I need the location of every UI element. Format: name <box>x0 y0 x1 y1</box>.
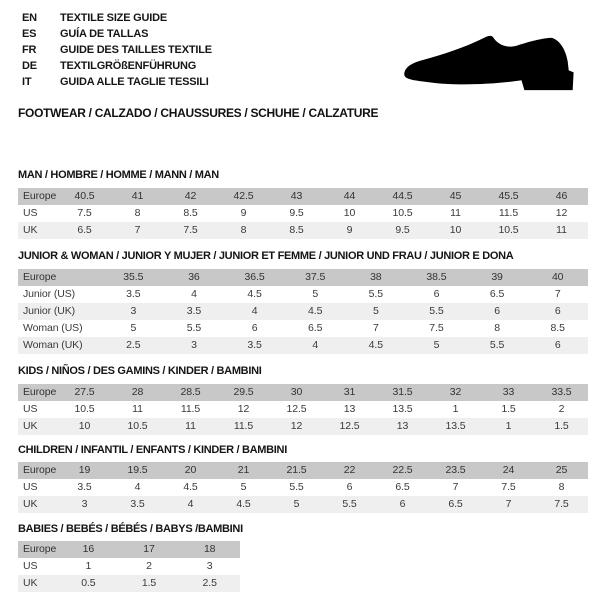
size-cell: 6 <box>554 339 561 351</box>
size-cell: 1 <box>85 560 92 572</box>
size-cell: 0.5 <box>81 577 96 589</box>
size-table-children <box>18 462 588 513</box>
table-row <box>18 479 588 496</box>
size-cell: 30 <box>290 386 303 398</box>
table-row <box>18 222 588 239</box>
size-table-kids <box>18 384 588 435</box>
size-cell: 3 <box>191 339 197 351</box>
size-cell: 5.5 <box>289 481 304 493</box>
table-row <box>18 541 240 558</box>
size-cell: 7.5 <box>501 481 516 493</box>
size-cell: 27.5 <box>74 386 95 398</box>
size-cell: 32 <box>449 386 462 398</box>
size-cell: 1.5 <box>554 420 569 432</box>
size-cell: 8 <box>134 207 141 219</box>
size-table-man <box>18 188 588 239</box>
row-label: Europe <box>23 271 57 283</box>
size-cell: 7 <box>505 498 512 510</box>
size-cell: 10.5 <box>392 207 413 219</box>
size-cell: 38 <box>370 271 382 283</box>
size-cell: 1 <box>452 403 459 415</box>
row-label: Woman (UK) <box>23 339 83 351</box>
size-cell: 3 <box>81 498 88 510</box>
size-cell: 4.5 <box>236 498 251 510</box>
size-cell: 10 <box>449 224 462 236</box>
table-row <box>18 286 588 303</box>
row-label: Europe <box>23 464 57 476</box>
section-title-man: MAN / HOMBRE / HOMME / MANN / MAN <box>18 169 219 181</box>
table-row <box>18 384 588 401</box>
size-cell: 7.5 <box>554 498 569 510</box>
size-cell: 6 <box>554 305 561 317</box>
size-cell: 37.5 <box>305 271 326 283</box>
size-cell: 6.5 <box>448 498 463 510</box>
size-cell: 6 <box>346 481 353 493</box>
language-title: TEXTILGRÖßENFÜHRUNG <box>60 60 197 72</box>
language-row-fr <box>22 42 212 58</box>
size-cell: 5 <box>130 322 137 334</box>
row-label: Junior (UK) <box>23 305 75 317</box>
table-row <box>18 303 588 320</box>
size-cell: 5.5 <box>489 339 505 351</box>
size-cell: 42 <box>184 190 197 202</box>
row-label: US <box>23 207 38 219</box>
row-label: UK <box>23 420 38 432</box>
size-cell: 10.5 <box>127 420 148 432</box>
row-label: UK <box>23 224 38 236</box>
size-cell: 9.5 <box>395 224 410 236</box>
size-cell: 23.5 <box>445 464 466 476</box>
size-cell: 22 <box>343 464 356 476</box>
size-cell: 9.5 <box>289 207 304 219</box>
size-cell: 44 <box>343 190 356 202</box>
size-cell: 20 <box>184 464 197 476</box>
section-title-babies: BABIES / BEBÉS / BÉBÉS / BABYS /BAMBINI <box>18 523 243 535</box>
table-row <box>18 462 588 479</box>
size-cell: 13 <box>396 420 409 432</box>
language-title: TEXTILE SIZE GUIDE <box>60 12 168 24</box>
language-code: FR <box>22 44 37 56</box>
section-title-children: CHILDREN / INFANTIL / ENFANTS / KINDER / BAMBINI <box>18 444 287 456</box>
size-cell: 13 <box>343 403 356 415</box>
row-label: US <box>23 481 38 493</box>
size-cell: 4 <box>251 305 258 317</box>
table-row <box>18 269 588 286</box>
size-cell: 6 <box>494 305 500 317</box>
size-cell: 40.5 <box>74 190 95 202</box>
language-code: IT <box>22 76 32 88</box>
size-cell: 17 <box>143 543 155 555</box>
size-cell: 40 <box>551 271 564 283</box>
size-cell: 5.5 <box>342 498 357 510</box>
language-row-it <box>22 74 212 90</box>
size-cell: 12 <box>290 420 303 432</box>
size-cell: 4.5 <box>183 481 198 493</box>
size-cell: 12.5 <box>286 403 307 415</box>
size-cell: 36.5 <box>244 271 265 283</box>
size-cell: 5.5 <box>429 305 444 317</box>
section-title-junior-woman: JUNIOR & WOMAN / JUNIOR Y MUJER / JUNIOR ET FEMME / JUNIOR UND FRAU / JUNIOR E DONA <box>18 250 514 262</box>
size-cell: 12.5 <box>339 420 360 432</box>
size-cell: 38.5 <box>426 271 447 283</box>
size-cell: 8.5 <box>550 322 565 334</box>
size-cell: 31.5 <box>392 386 413 398</box>
size-cell: 7.5 <box>429 322 444 334</box>
size-cell: 5 <box>293 498 300 510</box>
size-cell: 6 <box>251 322 258 334</box>
size-cell: 5 <box>312 288 319 300</box>
size-cell: 24 <box>502 464 515 476</box>
size-cell: 43 <box>290 190 303 202</box>
size-cell: 5.5 <box>368 288 383 300</box>
language-row-de <box>22 58 212 74</box>
size-cell: 3.5 <box>186 305 202 317</box>
size-cell: 6.5 <box>395 481 410 493</box>
size-cell: 11 <box>556 224 567 236</box>
size-cell: 10 <box>343 207 356 219</box>
row-label: Junior (US) <box>23 288 75 300</box>
size-cell: 3 <box>130 305 137 317</box>
table-row <box>18 337 588 354</box>
size-cell: 13.5 <box>392 403 413 415</box>
size-cell: 11 <box>185 420 196 432</box>
size-cell: 6 <box>399 498 406 510</box>
size-cell: 35.5 <box>123 271 144 283</box>
table-row <box>18 320 588 337</box>
category-heading: FOOTWEAR / CALZADO / CHAUSSURES / SCHUHE / CALZATURE <box>18 106 379 120</box>
row-label: UK <box>23 498 38 510</box>
size-cell: 42.5 <box>233 190 254 202</box>
size-cell: 3.5 <box>77 481 92 493</box>
size-cell: 4.5 <box>368 339 383 351</box>
size-cell: 12 <box>237 403 250 415</box>
language-code: EN <box>22 12 37 24</box>
size-cell: 7.5 <box>183 224 198 236</box>
size-cell: 10.5 <box>498 224 519 236</box>
size-cell: 5 <box>240 481 247 493</box>
size-cell: 19 <box>78 464 91 476</box>
size-cell: 2 <box>558 403 565 415</box>
size-cell: 22.5 <box>392 464 413 476</box>
size-cell: 5 <box>372 305 379 317</box>
row-label: US <box>23 560 38 572</box>
row-label: US <box>23 403 38 415</box>
language-title: GUIDE DES TAILLES TEXTILE <box>60 44 212 56</box>
size-cell: 44.5 <box>392 190 413 202</box>
size-cell: 11.5 <box>180 403 201 415</box>
size-cell: 5.5 <box>186 322 202 334</box>
size-cell: 5 <box>433 339 440 351</box>
table-row <box>18 418 588 435</box>
row-label: Europe <box>23 190 57 202</box>
size-cell: 4 <box>191 288 197 300</box>
size-cell: 8 <box>240 224 247 236</box>
size-cell: 4 <box>134 481 141 493</box>
language-list <box>22 10 212 90</box>
row-label: UK <box>23 577 38 589</box>
size-cell: 4 <box>187 498 194 510</box>
size-cell: 8 <box>558 481 565 493</box>
size-cell: 25 <box>555 464 568 476</box>
size-cell: 13.5 <box>445 420 466 432</box>
size-cell: 28.5 <box>180 386 201 398</box>
size-cell: 33 <box>502 386 515 398</box>
size-cell: 45 <box>449 190 462 202</box>
table-row <box>18 188 588 205</box>
section-title-kids: KIDS / NIÑOS / DES GAMINS / KINDER / BAMBINI <box>18 365 262 377</box>
size-cell: 6.5 <box>489 288 505 300</box>
size-cell: 3.5 <box>130 498 145 510</box>
language-code: DE <box>22 60 37 72</box>
size-cell: 11.5 <box>498 207 519 219</box>
size-cell: 19.5 <box>127 464 148 476</box>
size-cell: 10.5 <box>74 403 95 415</box>
size-cell: 11.5 <box>233 420 254 432</box>
size-cell: 7 <box>452 481 459 493</box>
row-label: Europe <box>23 543 57 555</box>
size-cell: 4.5 <box>308 305 323 317</box>
size-cell: 11 <box>450 207 461 219</box>
size-cell: 6 <box>433 288 440 300</box>
size-cell: 3 <box>206 560 213 572</box>
size-cell: 28 <box>131 386 144 398</box>
table-row <box>18 558 240 575</box>
size-cell: 1.5 <box>501 403 516 415</box>
size-cell: 2.5 <box>126 339 141 351</box>
language-row-en <box>22 10 212 26</box>
size-cell: 46 <box>555 190 568 202</box>
size-cell: 3.5 <box>126 288 141 300</box>
size-cell: 1.5 <box>141 577 157 589</box>
size-cell: 8.5 <box>289 224 304 236</box>
size-cell: 41 <box>131 190 144 202</box>
size-cell: 12 <box>555 207 568 219</box>
size-cell: 33.5 <box>551 386 572 398</box>
dress-shoe-icon <box>396 31 576 95</box>
size-cell: 7 <box>134 224 141 236</box>
size-cell: 7 <box>554 288 561 300</box>
size-table-babies <box>18 541 240 592</box>
size-cell: 7.5 <box>77 207 92 219</box>
size-cell: 16 <box>82 543 95 555</box>
table-row <box>18 205 588 222</box>
row-label: Woman (US) <box>23 322 83 334</box>
row-label: Europe <box>23 386 57 398</box>
size-cell: 7 <box>372 322 379 334</box>
size-cell: 21.5 <box>286 464 307 476</box>
size-cell: 10 <box>78 420 91 432</box>
size-cell: 9 <box>240 207 247 219</box>
size-cell: 8.5 <box>183 207 198 219</box>
size-cell: 2.5 <box>202 577 217 589</box>
size-cell: 11 <box>132 403 143 415</box>
size-cell: 18 <box>203 543 216 555</box>
language-code: ES <box>22 28 37 40</box>
size-cell: 9 <box>346 224 353 236</box>
size-cell: 6.5 <box>77 224 92 236</box>
size-cell: 8 <box>494 322 500 334</box>
size-cell: 21 <box>237 464 250 476</box>
language-title: GUIDA ALLE TAGLIE TESSILI <box>60 76 209 88</box>
size-cell: 39 <box>491 271 503 283</box>
table-row <box>18 496 588 513</box>
table-row <box>18 401 588 418</box>
size-cell: 4 <box>312 339 319 351</box>
table-row <box>18 575 240 592</box>
size-cell: 2 <box>146 560 152 572</box>
size-cell: 1 <box>505 420 512 432</box>
language-row-es <box>22 26 212 42</box>
size-cell: 6.5 <box>308 322 323 334</box>
size-table-junior-woman <box>18 269 588 354</box>
size-cell: 31 <box>343 386 356 398</box>
size-cell: 45.5 <box>498 190 519 202</box>
size-cell: 29.5 <box>233 386 254 398</box>
language-title: GUÍA DE TALLAS <box>60 28 149 40</box>
size-cell: 3.5 <box>247 339 262 351</box>
size-cell: 4.5 <box>247 288 262 300</box>
size-cell: 36 <box>188 271 200 283</box>
